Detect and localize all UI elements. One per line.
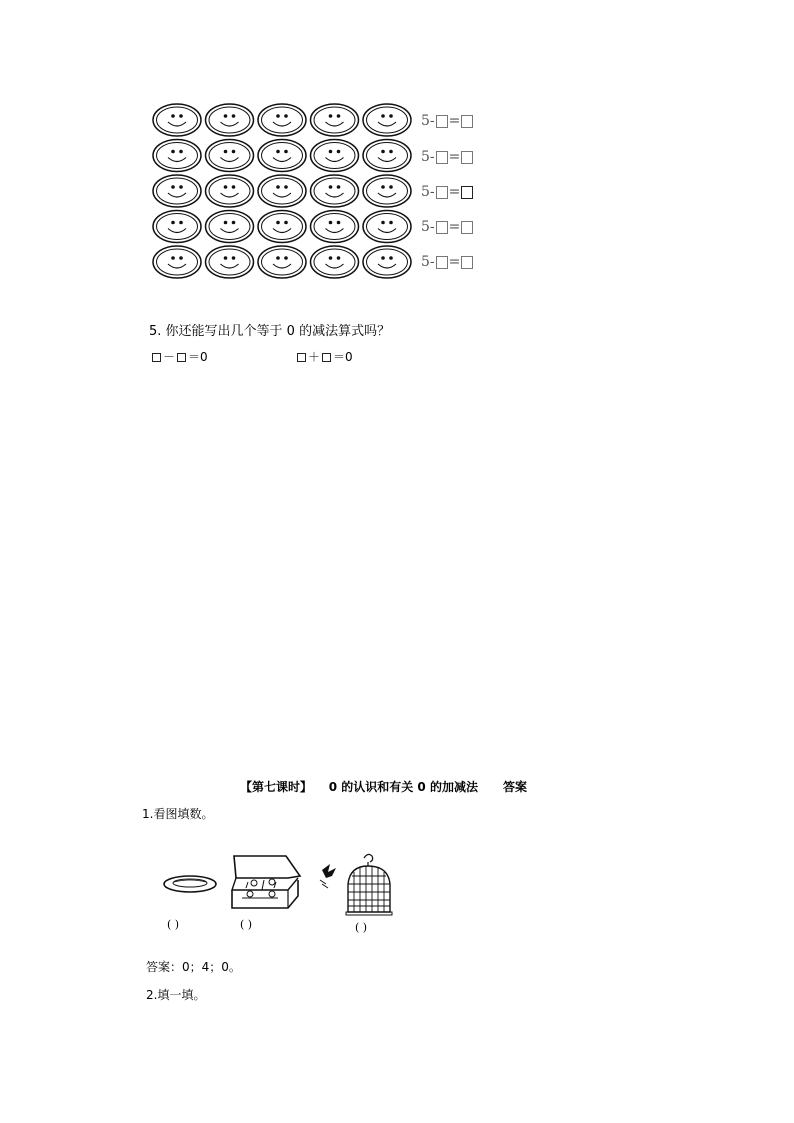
equation-tail: ＝0 (188, 350, 208, 364)
answer-section-title (240, 778, 560, 795)
answer-question-1-label: 1.看图填数。 (142, 807, 214, 821)
smiley-face (153, 140, 201, 172)
answer-question-2-label: 2.填一填。 (146, 988, 206, 1002)
subtraction-equation-row-2 (421, 145, 474, 169)
smiley-face (258, 211, 306, 243)
answer-box[interactable] (436, 221, 448, 234)
subtraction-equation-row-3 (421, 180, 474, 204)
equation-lead: 5- (421, 254, 435, 270)
answer-box[interactable] (461, 151, 473, 164)
subtraction-zero-equation (150, 348, 208, 365)
smiley-face (363, 140, 411, 172)
blank-box[interactable] (297, 353, 306, 362)
smiley-face (363, 211, 411, 243)
answer-box[interactable] (461, 221, 473, 234)
plate-illustration (160, 868, 220, 898)
smiley-face (206, 140, 254, 172)
answer-blank-cage[interactable]: ( ) (355, 921, 368, 934)
bird-cage-illustration (316, 850, 396, 920)
subtraction-equation-row-1 (421, 109, 474, 133)
answer-box[interactable] (436, 186, 448, 199)
smiley-face (363, 104, 411, 136)
operator: － (163, 350, 176, 364)
blank-box[interactable] (152, 353, 161, 362)
smiley-face (153, 104, 201, 136)
smiley-face (206, 211, 254, 243)
equation-lead: 5- (421, 113, 435, 129)
operator: ＋ (308, 350, 321, 364)
equals-sign: = (448, 113, 461, 129)
equals-sign: = (448, 219, 461, 235)
smiley-face (206, 246, 254, 278)
smiley-face (311, 175, 359, 207)
answer-title-text: 【第七课时】 0 的认识和有关 0 的加减法 答案 (240, 780, 528, 794)
equation-lead: 5- (421, 149, 435, 165)
equals-sign: = (448, 184, 461, 200)
smiley-face (153, 246, 201, 278)
smiley-face (311, 104, 359, 136)
equation-lead: 5- (421, 219, 435, 235)
subtraction-equation-row-4 (421, 215, 474, 239)
smiley-face (153, 175, 201, 207)
subtraction-equation-row-5 (421, 250, 474, 274)
answer-text: 答案：0；4；0。 (146, 960, 241, 974)
answer-blank-box[interactable]: ( ) (240, 918, 253, 931)
smiley-face (258, 246, 306, 278)
answer-blank-plate[interactable]: ( ) (167, 918, 180, 931)
box-with-items-illustration (228, 852, 304, 914)
equation-tail: ＝0 (333, 350, 353, 364)
question-5-text: 5. 你还能写出几个等于 0 的减法算式吗？ (149, 324, 391, 339)
equation-lead: 5- (421, 184, 435, 200)
smiley-face (206, 104, 254, 136)
smiley-faces-grid (150, 100, 420, 285)
answer-box[interactable] (461, 256, 473, 269)
smiley-face (311, 140, 359, 172)
smiley-face (258, 104, 306, 136)
answer-box[interactable] (436, 115, 448, 128)
smiley-face (363, 246, 411, 278)
smiley-face (363, 175, 411, 207)
blank-box[interactable] (177, 353, 186, 362)
answer-box[interactable] (436, 256, 448, 269)
equals-sign: = (448, 254, 461, 270)
smiley-face (258, 140, 306, 172)
smiley-face (153, 211, 201, 243)
smiley-face (206, 175, 254, 207)
answer-box[interactable] (436, 151, 448, 164)
addition-zero-equation (295, 348, 353, 365)
answer-box[interactable] (461, 186, 473, 199)
smiley-face (258, 175, 306, 207)
equals-sign: = (448, 149, 461, 165)
smiley-face (311, 246, 359, 278)
answer-box[interactable] (461, 115, 473, 128)
blank-box[interactable] (322, 353, 331, 362)
smiley-face (311, 211, 359, 243)
